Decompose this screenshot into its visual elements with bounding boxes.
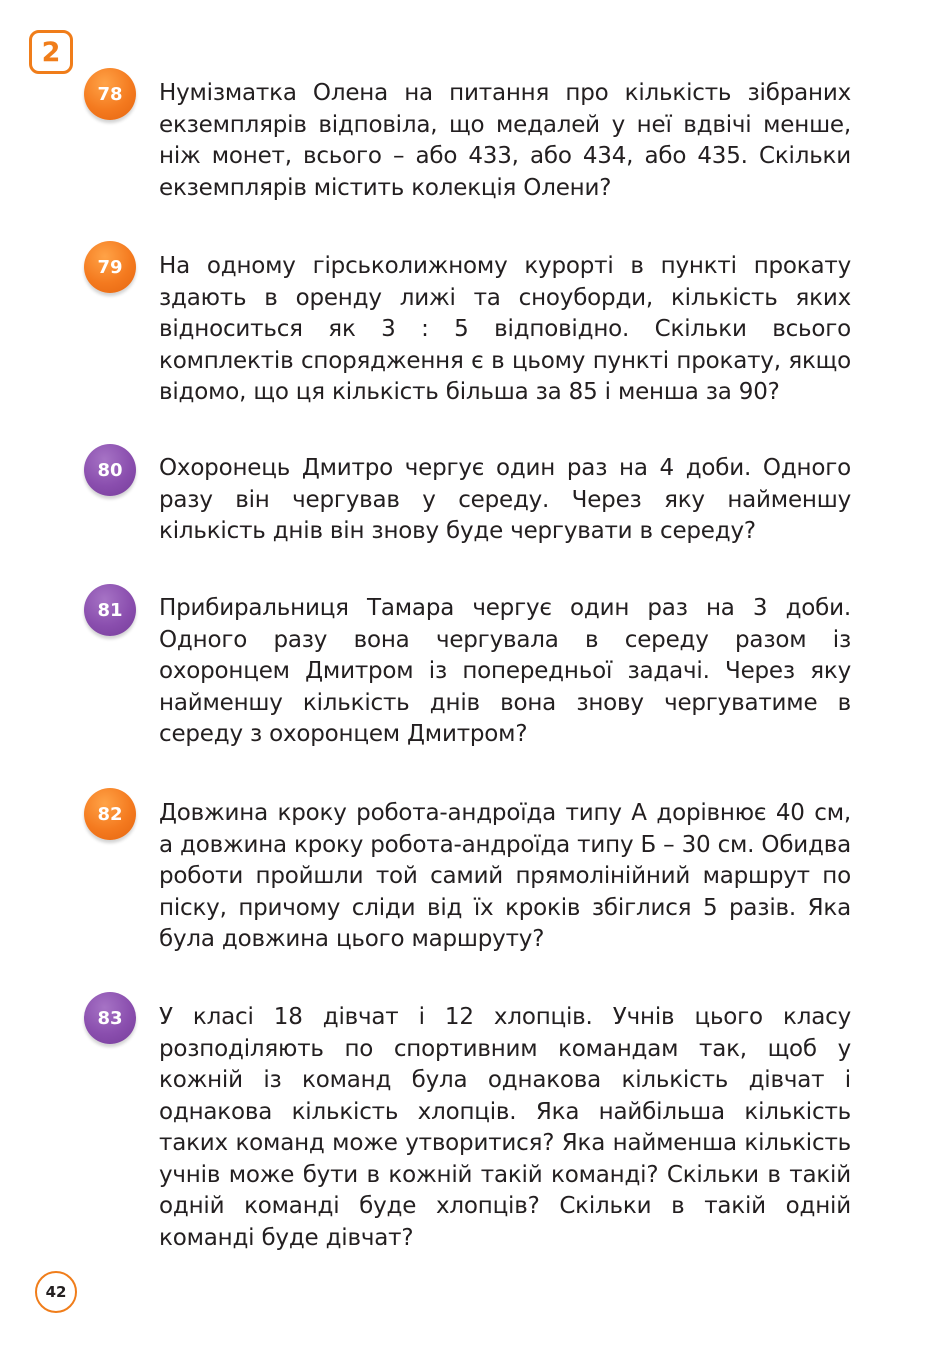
task-text: Нумізматка Олена на питання про кількість зібраних екземплярів відповіла, що медалей у неї вдвічі менше, ніж монет, всього – або 433, або 434, або 435. Скільки екземплярів містить колекція Олени? bbox=[159, 80, 851, 201]
task-number-badge: 78 bbox=[84, 68, 136, 120]
task-text: Довжина кроку робота-андроїда типу А дорівнює 40 см, а довжина кроку робота-андроїда типу Б – 30 см. Обидва роботи пройшли той самий прямолінійний маршрут по піску, причому сліди від їх кроків збіглися 5 разів. Яка була довжина цього маршруту? bbox=[159, 800, 851, 952]
task-number-badge: 81 bbox=[84, 584, 136, 636]
task-number-badge: 80 bbox=[84, 444, 136, 496]
chapter-badge: 2 bbox=[29, 30, 73, 74]
task-number-badge: 83 bbox=[84, 992, 136, 1044]
task-text: На одному гірськолижному курорті в пункті прокату здають в оренду лижі та сноуборди, кількість яких відноситься як 3 : 5 відповідно. Скільки всього комплектів спорядження є в цьому пункті прокату, якщо відомо, що ця кількість більша за 85 і менша за 90? bbox=[159, 253, 851, 405]
task-number-badge: 79 bbox=[84, 241, 136, 293]
task-number-badge: 82 bbox=[84, 788, 136, 840]
page-number: 42 bbox=[35, 1271, 77, 1313]
task-text: Охоронець Дмитро чергує один раз на 4 доби. Одного разу він чергував у середу. Через яку найменшу кількість днів він знову буде чергувати в середу? bbox=[159, 455, 851, 544]
task-text: У класі 18 дівчат і 12 хлопців. Учнів цього класу розподіляють по спортивним командам так, щоб у кожній із команд була однакова кількість дівчат і однакова кількість хлопців. Яка найбільша кількість таких команд може утворитися? Яка найменша кількість учнів може бути в кожній такій команді? Скільки в такій одній команді буде хлопців? Скільки в такій одній команді буде дівчат? bbox=[159, 1004, 851, 1251]
task-text: Прибиральниця Тамара чергує один раз на 3 доби. Одного разу вона чергувала в середу разом із охоронцем Дмитром із попередньої задачі. Через яку найменшу кількість днів вона знову чергуватиме в середу з охоронцем Дмитром? bbox=[159, 595, 851, 747]
